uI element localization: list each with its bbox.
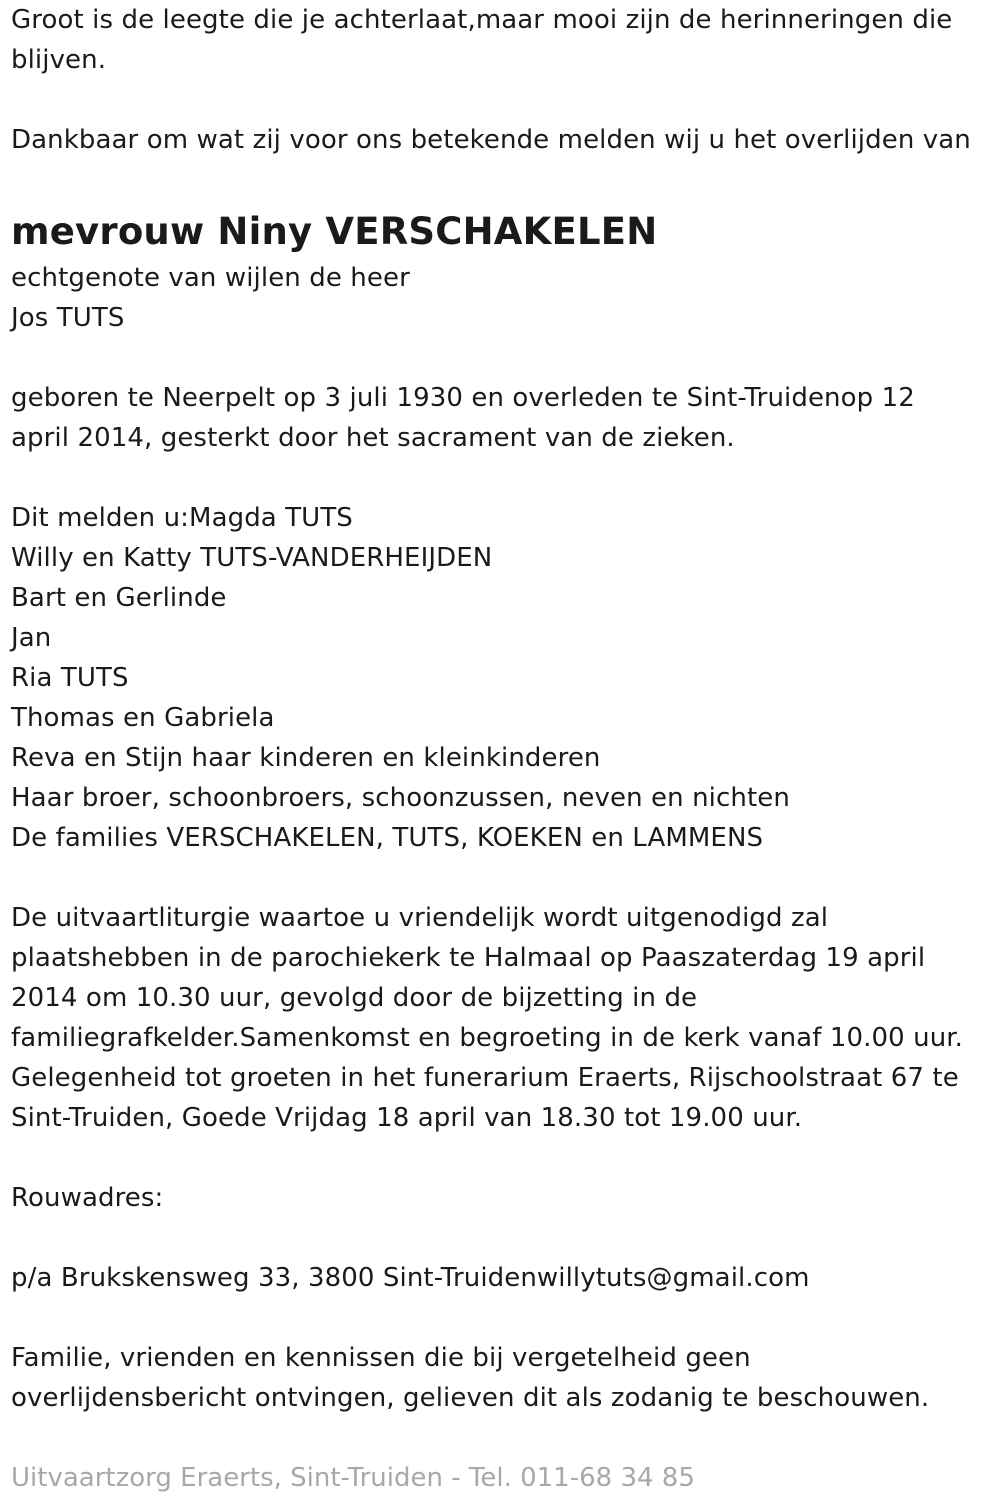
ceremony-line: plaatshebben in de parochiekerk te Halmaal op Paaszaterdag 19 april (11, 943, 926, 973)
family-line: Ria TUTS (11, 663, 129, 693)
ceremony-line: De uitvaartliturgie waartoe u vriendelijk wordt uitgenodigd zal (11, 903, 829, 933)
spacer (11, 80, 991, 120)
birth-death-line-1: geboren te Neerpelt op 3 juli 1930 en overleden te Sint-Truidenop 12 (11, 383, 915, 413)
address-label: Rouwadres: (11, 1183, 164, 1213)
spacer (11, 458, 991, 498)
spacer (11, 858, 991, 898)
spacer (11, 160, 991, 200)
death-notice (11, 0, 991, 1498)
spacer (11, 1418, 991, 1458)
family-line: Reva en Stijn haar kinderen en kleinkinderen (11, 743, 601, 773)
family-line: Haar broer, schoonbroers, schoonzussen, neven en nichten (11, 783, 790, 813)
closing-line-2: overlijdensbericht ontvingen, gelieven dit als zodanig te beschouwen. (11, 1383, 930, 1413)
ceremony-line: Sint-Truiden, Goede Vrijdag 18 april van 18.30 tot 19.00 uur. (11, 1103, 803, 1133)
family-line: Willy en Katty TUTS-VANDERHEIJDEN (11, 543, 493, 573)
address-value: p/a Brukskensweg 33, 3800 Sint-Truidenwillytuts@gmail.com (11, 1263, 810, 1293)
deceased-name: mevrouw Niny VERSCHAKELEN (11, 210, 658, 253)
ceremony-line: Gelegenheid tot groeten in het funerarium Eraerts, Rijschoolstraat 67 te (11, 1063, 959, 1093)
announcement-text: Dankbaar om wat zij voor ons betekende melden wij u het overlijden van (11, 125, 971, 155)
quote-line-2: blijven. (11, 45, 107, 75)
spacer (11, 338, 991, 378)
ceremony-line: 2014 om 10.30 uur, gevolgd door de bijzetting in de (11, 983, 698, 1013)
spacer (11, 1138, 991, 1178)
spouse-line-1: echtgenote van wijlen de heer (11, 263, 410, 293)
closing-line-1: Familie, vrienden en kennissen die bij vergetelheid geen (11, 1343, 751, 1373)
family-line: Thomas en Gabriela (11, 703, 275, 733)
spacer (11, 1218, 991, 1258)
birth-death-line-2: april 2014, gesterkt door het sacrament van de zieken. (11, 423, 735, 453)
family-line: Bart en Gerlinde (11, 583, 227, 613)
family-line: Jan (11, 623, 52, 653)
family-line: De families VERSCHAKELEN, TUTS, KOEKEN en LAMMENS (11, 823, 764, 853)
funeral-home-footer: Uitvaartzorg Eraerts, Sint-Truiden - Tel. 011-68 34 85 (11, 1463, 695, 1493)
family-line: Dit melden u:Magda TUTS (11, 503, 353, 533)
ceremony-line: familiegrafkelder.Samenkomst en begroeting in de kerk vanaf 10.00 uur. (11, 1023, 964, 1053)
spacer (11, 1298, 991, 1338)
spouse-line-2: Jos TUTS (11, 303, 125, 333)
quote-line-1: Groot is de leegte die je achterlaat,maar mooi zijn de herinneringen die (11, 5, 953, 35)
